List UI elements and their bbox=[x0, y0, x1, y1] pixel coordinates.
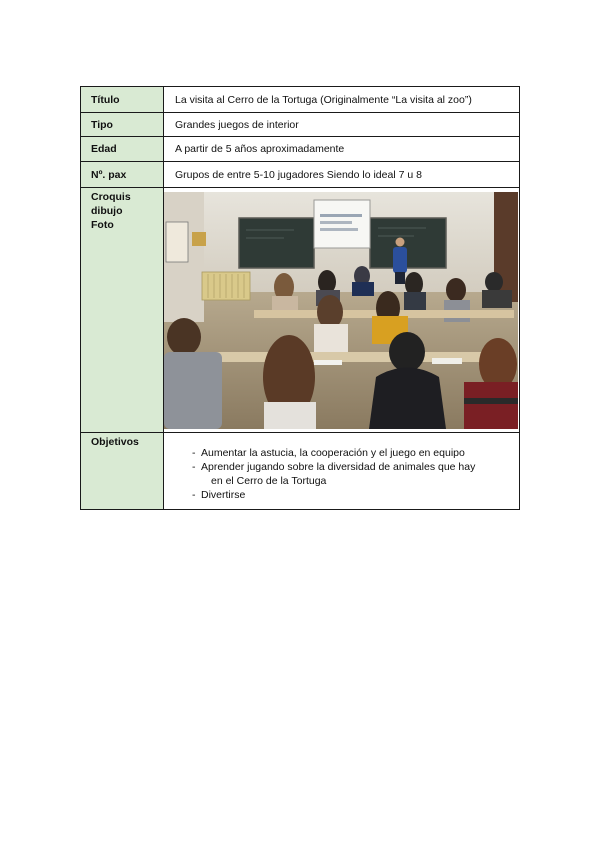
row-croquis bbox=[81, 188, 520, 433]
objetivo-item-text: Aprender jugando sobre la diversidad de animales que hay bbox=[201, 461, 476, 473]
titulo-value: La visita al Cerro de la Tortuga (Originalmente “La visita al zoo”) bbox=[164, 87, 520, 113]
edad-value: A partir de 5 años aproximadamente bbox=[164, 137, 520, 162]
objetivo-item bbox=[192, 488, 519, 502]
tipo-value: Grandes juegos de interior bbox=[164, 113, 520, 137]
objetivo-item-text: Divertirse bbox=[201, 489, 246, 501]
classroom-photo bbox=[164, 192, 518, 429]
row-tipo bbox=[81, 113, 520, 137]
poster-2 bbox=[192, 232, 206, 246]
poster-1 bbox=[166, 222, 188, 262]
blackboard-left bbox=[239, 218, 314, 268]
titulo-label: Título bbox=[81, 87, 164, 113]
npax-label: Nº. pax bbox=[81, 162, 164, 188]
blackboard-right bbox=[370, 218, 446, 268]
objetivo-item-text-continued: en el Cerro de la Tortuga bbox=[211, 475, 327, 487]
objetivos-list bbox=[164, 442, 519, 502]
activity-card-table bbox=[80, 86, 520, 510]
objetivo-item bbox=[192, 460, 519, 488]
edad-label: Edad bbox=[81, 137, 164, 162]
row-npax bbox=[81, 162, 520, 188]
row-objetivos bbox=[81, 433, 520, 510]
npax-value: Grupos de entre 5-10 jugadores Siendo lo ideal 7 u 8 bbox=[164, 162, 520, 188]
tipo-label: Tipo bbox=[81, 113, 164, 137]
row-titulo bbox=[81, 87, 520, 113]
photo-cell bbox=[164, 188, 520, 433]
front-center-student bbox=[263, 335, 316, 429]
objetivos-label: Objetivos bbox=[81, 433, 164, 510]
objetivo-item-text: Aumentar la astucia, la cooperación y el juego en equipo bbox=[201, 447, 465, 459]
croquis-label-line-3: Foto bbox=[91, 219, 114, 231]
objetivos-value bbox=[164, 433, 520, 510]
croquis-label bbox=[81, 188, 164, 433]
objetivo-item bbox=[192, 446, 519, 460]
croquis-label-line-2: dibujo bbox=[91, 205, 123, 217]
croquis-label-line-1: Croquis bbox=[91, 191, 131, 203]
row-edad bbox=[81, 137, 520, 162]
